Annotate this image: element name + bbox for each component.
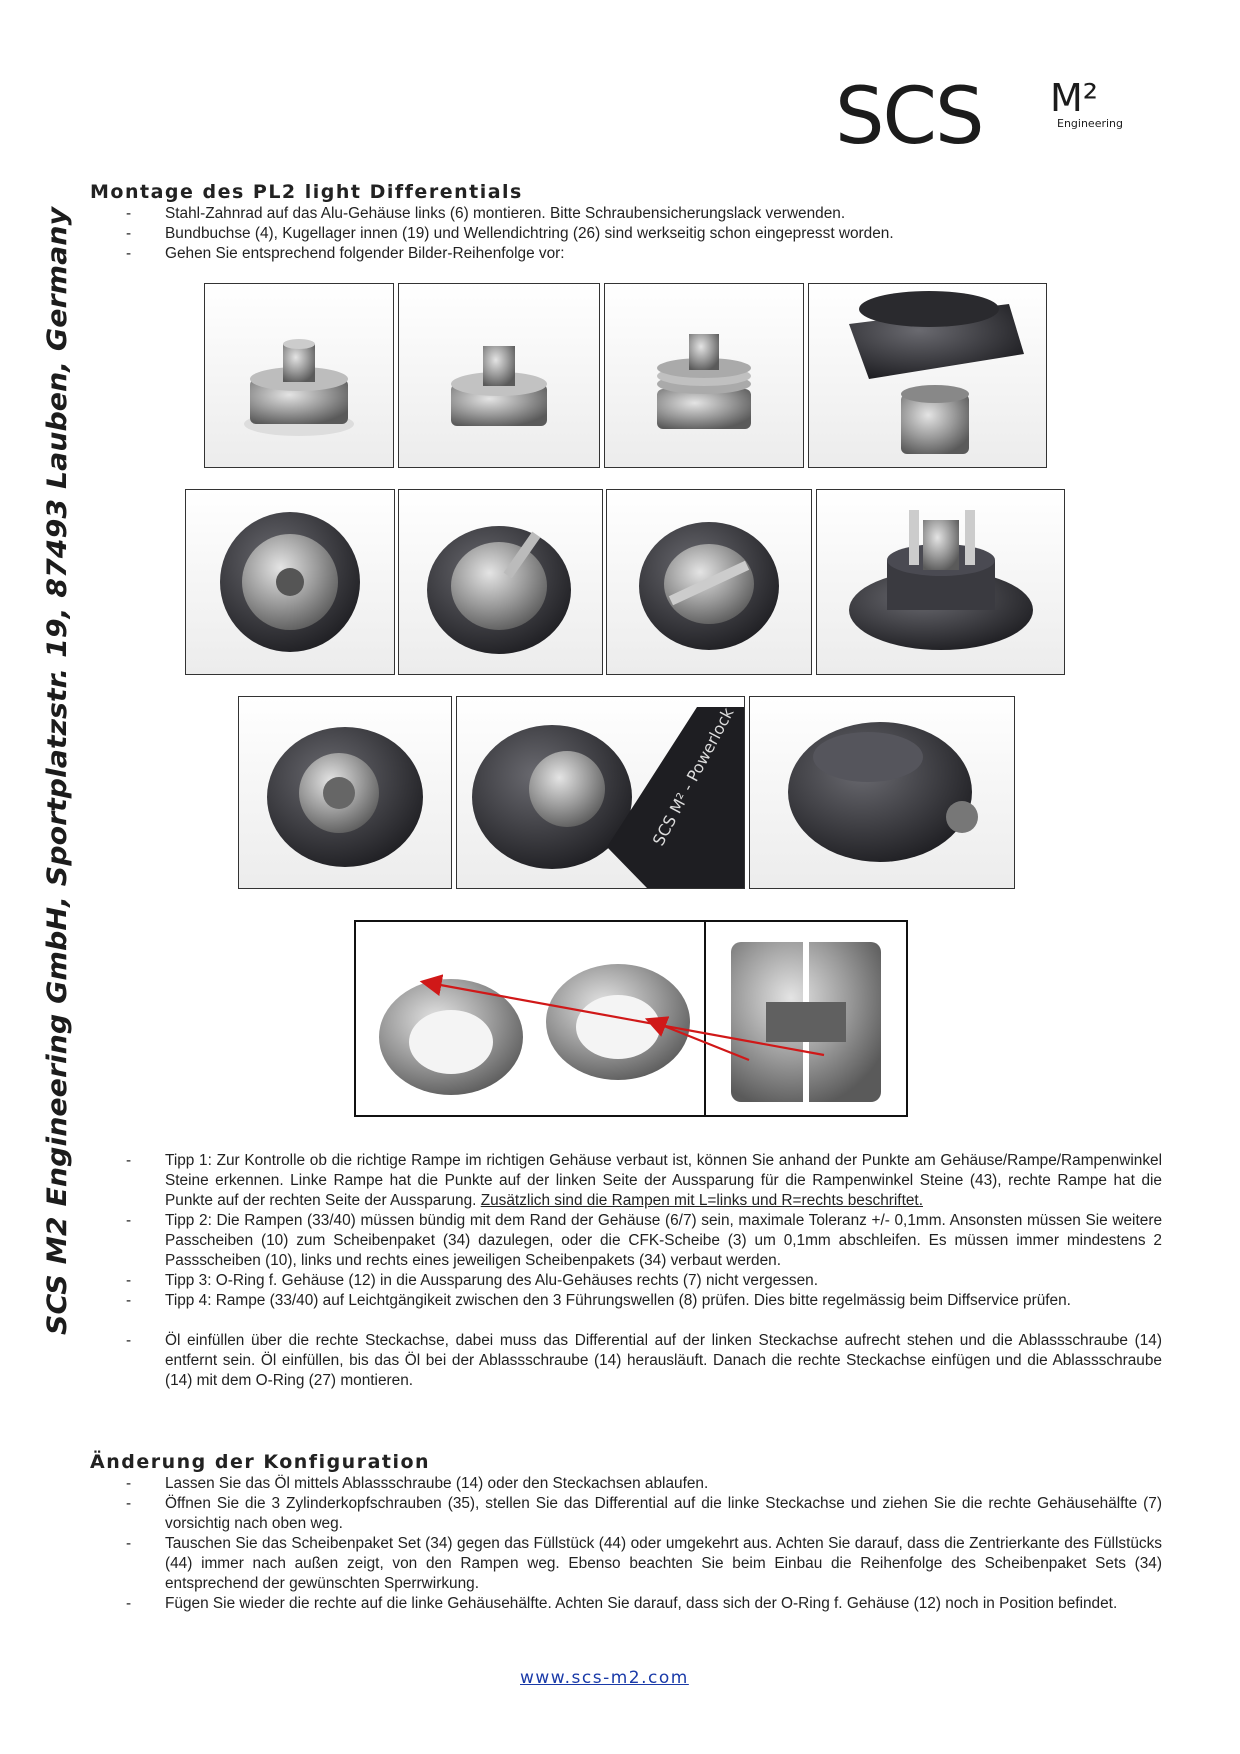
section1-title: Montage des PL2 light Differentials	[90, 181, 523, 203]
tip-3-text: Tipp 3: O-Ring f. Gehäuse (12) in die Aussparung des Alu-Gehäuses rechts (7) nicht vergessen.	[165, 1272, 819, 1289]
sidebar-address	[38, 205, 74, 1335]
company-logo	[835, 75, 1155, 155]
tip-item	[126, 1271, 1162, 1291]
oil-note: - Öl einfüllen über die rechte Steckachse, dabei muss das Differential auf der linken Steckachse aufrecht stehen und die Ablassschraube (14) entfernt sein. Öl einfüllen, bis das Öl bei der Ablassschraube (14) herausläuft. Danach die rechte Steckachse einfügen und die Ablassschraube (14) mit dem O-Ring (27) montieren.	[126, 1331, 1162, 1391]
assembly-photo-8	[816, 489, 1065, 675]
section2-item: - Fügen Sie wieder die rechte auf die linke Gehäusehälfte. Achten Sie darauf, dass sich der O-Ring f. Gehäuse (12) noch in Position befindet.	[126, 1594, 1162, 1614]
arrow-right-ramp	[649, 1020, 749, 1060]
website-link[interactable]: www.scs-m2.com	[520, 1668, 689, 1688]
section2-item: - Tauschen Sie das Scheibenpaket Set (34) gegen das Füllstück (44) oder umgekehrt aus. Achten Sie darauf, dass die Zentrierkante des Füllstücks (44) immer nach außen zeigt, von den Rampen weg. Ebenso beachten Sie beim Einbau die Reihenfolge des Scheibenpaket Sets (34) entsprechend der gewünschten Sperrwirkung.	[126, 1534, 1162, 1594]
assembly-photo-6	[398, 489, 603, 675]
tip-item	[126, 1211, 1162, 1271]
logo-super-text: M²	[1050, 76, 1099, 120]
assembly-photo-7	[606, 489, 812, 675]
assembly-photo-5	[185, 489, 395, 675]
assembly-photo-9	[238, 696, 452, 889]
tips-list	[126, 1151, 1162, 1391]
tip-1-underlined: Zusätzlich sind die Rampen mit L=links und R=rechts beschriftet.	[480, 1192, 923, 1209]
section2-list	[126, 1474, 1162, 1614]
sidebar-address-text: SCS M2 Engineering GmbH, Sportplatzstr. 19, 87493 Lauben, Germany	[42, 262, 73, 1335]
assembly-photo-1	[204, 283, 394, 468]
assembly-photo-11	[749, 696, 1015, 889]
ramp-arrows	[354, 920, 910, 1113]
section1-list	[126, 204, 1162, 264]
assembly-photo-2	[398, 283, 600, 468]
assembly-photo-4	[808, 283, 1047, 468]
section1-item: - Bundbuchse (4), Kugellager innen (19) und Wellendichtring (26) sind werkseitig schon eingepresst worden.	[126, 224, 1162, 244]
section1-item: - Stahl-Zahnrad auf das Alu-Gehäuse links (6) montieren. Bitte Schraubensicherungslack verwenden.	[126, 204, 1162, 224]
section1-item: - Gehen Sie entsprechend folgender Bilder-Reihenfolge vor:	[126, 244, 1162, 264]
section2-item: - Lassen Sie das Öl mittels Ablassschraube (14) oder den Steckachsen ablaufen.	[126, 1474, 1162, 1494]
arrow-left-ramp	[424, 982, 824, 1055]
tip-item	[126, 1151, 1162, 1211]
logo-sub-text: Engineering	[1057, 117, 1123, 130]
tip-1-text: Tipp 1: Zur Kontrolle ob die richtige Rampe im richtigen Gehäuse verbaut ist, können Sie anhand der Punkte am Gehäuse/Rampe/Rampenwinkel Steine erkennen. Linke Rampe hat die Punkte auf der linken Seite der Aussparung für die Rampenwinkel Steine (43), rechte Rampe hat die Punkte auf der rechten Seite der Aussparung.	[165, 1152, 1162, 1209]
assembly-photo-3	[604, 283, 804, 468]
tip-2-text: Tipp 2: Die Rampen (33/40) müssen bündig mit dem Rand der Gehäuse (6/7) sein, maximale Toleranz +/- 0,1mm. Ansonsten müssen Sie weitere Passcheiben (10) zum Scheibenpaket (34) dazulegen, oder die CFK-Scheibe (3) um 0,1mm abschleifen. Es müssen immer mindestens 2 Passscheiben (10), links und rechts eines jeweiligen Scheibenpakets (34) verbaut werden.	[165, 1212, 1162, 1269]
powerlock-label: SCS M² - Powerlock	[648, 704, 738, 849]
assembly-photo-10	[456, 696, 745, 889]
tip-4-text: Tipp 4: Rampe (33/40) auf Leichtgängikeit zwischen den 3 Führungswellen (8) prüfen. Dies bitte regelmässig beim Diffservice prüfen.	[165, 1292, 1071, 1309]
tip-item	[126, 1291, 1162, 1311]
logo-main-text: SCS	[835, 75, 983, 155]
section2-title: Änderung der Konfiguration	[90, 1451, 431, 1473]
section2-item: - Öffnen Sie die 3 Zylinderkopfschrauben (35), stellen Sie das Differential auf die linke Steckachse und ziehen Sie die rechte Gehäusehälfte (7) vorsichtig nach oben weg.	[126, 1494, 1162, 1534]
